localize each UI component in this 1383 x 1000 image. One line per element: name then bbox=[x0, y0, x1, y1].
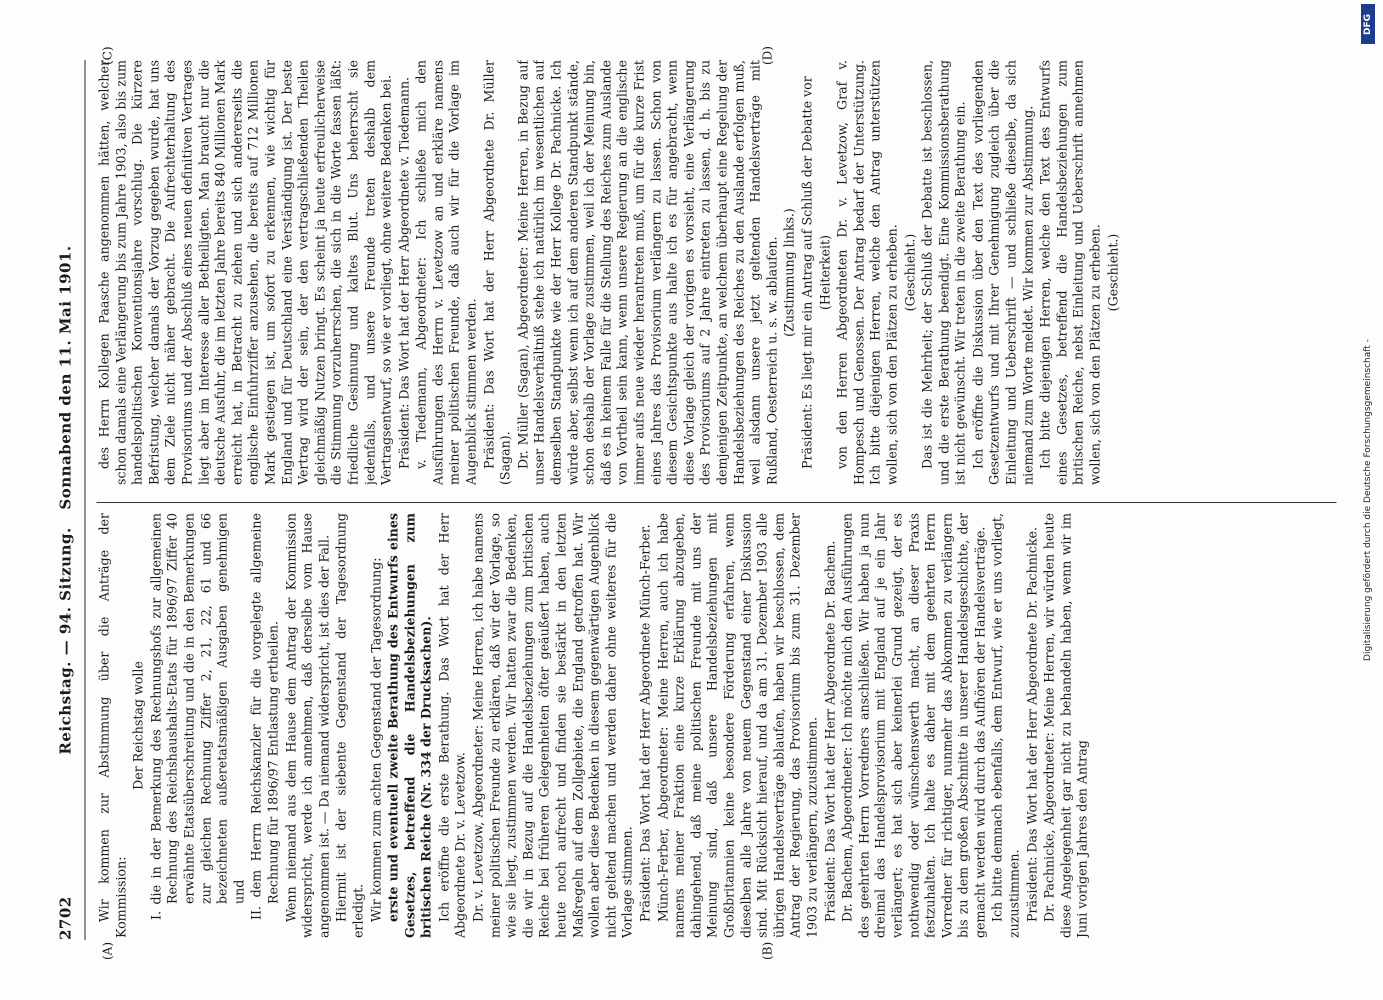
paragraph: Ich eröffne die erste Berathung. Das Wort hat der Herr Abgeordnete Dr. v. Levetzow. bbox=[435, 513, 468, 938]
president-paragraph: Präsident: Es liegt mir ein Antrag auf Schluß der Debatte vor bbox=[798, 76, 814, 469]
paragraph: Hiermit ist der siebente Gegenstand der Tagesordnung erledigt. bbox=[333, 513, 365, 938]
list-item: II. dem Herrn Reichskanzler für die vorgelegte allgemeine Rechnung für 1896/97 Entlastung ertheilen. bbox=[248, 513, 280, 920]
speech-paragraph: Dr. Müller (Sagan), Abgeordneter: Meine Herren, in Bezug auf unser Handelsverhältniß stehe ich natürlich im wesentlichen auf demselben Standpunkte wie der Herr Kollege Dr. Pachnicke. Ich würde aber, selbst wenn ich auf dem anderen Standpunkt stände, schon deshalb der Vorlage zustimmen, weil ich der Meinung bin, daß es in keinem Falle für die Stellung des Reiches zum Auslande von Vortheil sein kann, wenn unsere Regierung an die englische immer aufs neue wieder herantreten muß, um für die kurze Frist eines Jahres das Provisorium verlängern zu lassen. Schon von diesem Gesichtspunkte aus halte ich es für angebracht, wenn diese Vorlage gleich der vorigen es vorsieht, eine Verlängerung des Provisoriums auf 2 Jahre eintreten zu lassen, d. h. bis zu demjenigen Zeitpunkte, an welchem überhaupt eine Regelung der Handelsbeziehungen des Reiches zu den Auslande erfolgen muß, weil alsdann unsere jetzt geltenden Handelsverträge mit Rußland, Oesterreich u. s. w. ablaufen. bbox=[514, 60, 779, 485]
paragraph: Wenn niemand aus dem Hause dem Antrag der Kommission widerspricht, werde ich annehmen, daß derselbe vom Hause angenommen ist. — Da niemand widerspricht, ist dies der Fall. bbox=[282, 513, 331, 938]
interjection: (Zustimmung links.) bbox=[781, 208, 797, 337]
paragraph: Das ist die Mehrheit; der Schluß der Debatte ist beschlossen, und die erste Berathung beendigt. Eine Kommissionsberathung ist nicht gewünscht. Wir treten in die zweite Berathung ein. bbox=[919, 60, 968, 485]
interjection: (Heiterkeit) bbox=[816, 235, 832, 310]
president-paragraph: Präsident: Das Wort hat der Herr Abgeordnete Dr. Müller (Sagan). bbox=[480, 60, 513, 485]
president-paragraph: Präsident: Das Wort hat der Herr Abgeordnete Dr. Bachem. bbox=[821, 540, 837, 922]
speech-paragraph: Dr. Pachnicke, Abgeordneter: Meine Herren, wir würden heute diese Angelegenheit gar nicht zu behandeln haben, wenn wir im Juni vorigen Jahres den Antrag bbox=[1041, 513, 1090, 938]
margin-marker-d: (D) bbox=[760, 46, 774, 65]
president-paragraph: Präsident: Das Wort hat der Herr Abgeordnete v. Tiedemann. bbox=[395, 76, 411, 469]
speech-paragraph: Münch-Ferber, Abgeordneter: Meine Herren, auch ich habe namens meiner Fraktion eine kurze Erklärung abzugeben, dahingehend, daß meine politischen Freunde mit uns der Meinung sind, daß unsere Handelsbeziehungen mit Großbritannien keine besondere Förderung erfahren, wenn dieselben alle Jahre von neuem Gegenstand einer Diskussion sind. Mit Rücksicht hierauf, und da am 31. Dezember 1903 alle übrigen Handelsverträge ablaufen, haben wir beschlossen, dem Antrag der Regierung, das Provisorium bis zum 31. Dezember 1903 zu verlängern, zuzustimmen. bbox=[654, 513, 819, 938]
paragraph: Ich bitte diejenigen Herren, welche den Text des Entwurfs eines Gesetzes, betreffend die Handelsbeziehungen zum britischen Reiche, nebst Einleitung und Ueberschrift annehmen wollen, sich von den Plätzen zu erheben. bbox=[1037, 60, 1103, 485]
speech-paragraph: v. Tiedemann, Abgeordneter: Ich schließe mich den Ausführungen des Herrn v. Levetzow an und erkläre namens meiner politischen Freunde, daß auch wir für die Vorlage im Augenblick stimmen werden. bbox=[413, 60, 479, 485]
paragraph: Wir kommen zum achten Gegenstand der Tagesordnung: bbox=[367, 557, 383, 922]
speech-paragraph: des Herrn Kollegen Paasche angenommen hätten, welcher schon damals eine Verlängerung bis zum Jahre 1903, also bis zum handelspolitischen Konventionsjahre vorschlug. Die kürzere Befristung, welcher damals der Vorzug gegeben wurde, hat uns dem Ziele nicht näher gebracht. Die Aufrechterhaltung des Provisoriums und der Abschluß eines neuen definitiven Vertrages liegt aber im Interesse aller Betheiligten. Man braucht nur die deutsche Ausfuhr, die im letzten Jahre bereits 840 Millionen Mark erreicht hat, in Betracht zu ziehen und sich andererseits die englische Einfuhrziffer anzusehen, die bereits auf 712 Millionen Mark gestiegen ist, um sofort zu erkennen, wie wichtig für England und für Deutschland eine Verständigung ist. Der beste Vertrag wird der sein, der den vertragschließenden Theilen gleichmäßig Nutzen bringt. Es scheint ja heute erfreulicherweise die Stimmung vorzuherrschen, die sich in die Worte fassen läßt: friedliche Gesinnung und kaltes Blut. Uns beherrscht sie jedenfalls, und unsere Freunde treten deshalb dem Vertragsentwurf, so wie er vorliegt, ohne weitere Bedenken bei. bbox=[96, 60, 394, 485]
president-paragraph: Präsident: Das Wort hat der Herr Abgeordnete Münch-Ferber. bbox=[637, 524, 652, 922]
column-divider bbox=[96, 502, 1336, 503]
page-number: 2702 bbox=[56, 896, 74, 940]
right-column bbox=[96, 60, 1366, 485]
digitization-note: Digitalisierung gefördert durch die Deutsche Forschungsgemeinschaft - bbox=[1363, 339, 1373, 661]
paragraph: Ich bitte demnach ebenfalls, dem Entwurf, wie er uns vorliegt, zuzustimmen. bbox=[989, 513, 1022, 938]
paragraph: Wir kommen zur Abstimmung über die Anträge der Kommission: bbox=[96, 513, 128, 938]
speech-paragraph: Dr. Bachem, Abgeordneter: Ich möchte mich den Ausführungen des geehrten Herrn Vorredners anschließen. Wir haben ja nun dreimal das Handelsprovisorium mit England auf je ein Jahr verlängert; es hat sich aber keinerlei Grund gezeigt, der es nothwendig oder wünschenswerth macht, an dieser Praxis festzuhalten. Ich halte es daher mit dem geehrten Herrn Vorredner für richtiger, nunmehr das Abkommen zu verlängern bis zu dem großen Abschnitte in unserer Handelsgeschichte, der gemacht werden wird durch das Aufhören der Handelsverträge. bbox=[839, 513, 987, 938]
page-header bbox=[56, 60, 80, 940]
session-title: Reichstag. — 94. Sitzung. bbox=[56, 527, 74, 755]
margin-marker-a: (A) bbox=[100, 941, 114, 960]
paragraph: Ich eröffne die Diskussion über den Text des vorliegenden Gesetzentwurfs und mit Ihrer Genehmigung zugleich über die Einleitung und Ueberschrift — und schließe dieselbe, da sich niemand zum Worte meldet. Wir kommen zur Abstimmung. bbox=[969, 60, 1035, 485]
paragraph: von den Herren Abgeordneten Dr. v. Levetzow, Graf v. Hompesch und Genossen. Der Antrag bedarf der Unterstützung. Ich bitte diejenigen Herren, welche den Antrag unterstützen wollen, sich von den Plätzen zu erheben. bbox=[834, 60, 899, 485]
interjection: (Geschieht.) bbox=[1104, 233, 1120, 312]
dfg-logo: DFG bbox=[1361, 4, 1375, 44]
left-column bbox=[96, 513, 1366, 938]
interjection: (Geschieht.) bbox=[901, 233, 917, 312]
running-title bbox=[56, 60, 74, 940]
paragraph: Der Reichstag wolle bbox=[130, 661, 146, 790]
list-item: I. die in der Bemerkung des Rechnungshofs zur allgemeinen Rechnung des Reichshaushalts-Etats für 1896/97 Ziffer 40 erwähnte Etatsüberschreitung und die in den Bemerkungen zur gleichen Rechnung Ziffer 2, 21, 22, 61 und 66 bezeichneten außeretatsmäßigen Ausgaben genehmigen und bbox=[147, 513, 246, 920]
margin-marker-b: (B) bbox=[760, 941, 774, 960]
president-paragraph: Präsident: Das Wort hat der Herr Abgeordnete Dr. Pachnicke. bbox=[1023, 527, 1039, 922]
header-rule bbox=[84, 60, 85, 940]
agenda-item-heading: erste und eventuell zweite Berathung des Entwurfs eines Gesetzes, betreffend die Handelsbeziehungen zum britischen Reiche (Nr. 334 der Drucksachen). bbox=[385, 513, 434, 938]
session-date: Sonnabend den 11. Mai 1901. bbox=[56, 245, 74, 510]
speech-paragraph: Dr. v. Levetzow, Abgeordneter: Meine Herren, ich habe namens meiner politischen Freunde zu erklären, daß wir der Vorlage, so wie sie liegt, zustimmen werden. Wir hatten zwar die Bedenken, die wir in Bezug auf die Handelsbeziehungen zum britischen Reiche bei früheren Gelegenheiten öfter geäußert haben, auch heute noch aufrecht und finden sie bestärkt in den letzten Maßregeln auf dem Zollgebiete, die England getroffen hat. Wir wollen aber diese Bedenken in diesem gegenwärtigen Augenblick nicht geltend machen und werden daher ohne weiteres für die Vorlage stimmen. bbox=[470, 513, 635, 938]
margin-marker-c: (C) bbox=[100, 46, 114, 65]
